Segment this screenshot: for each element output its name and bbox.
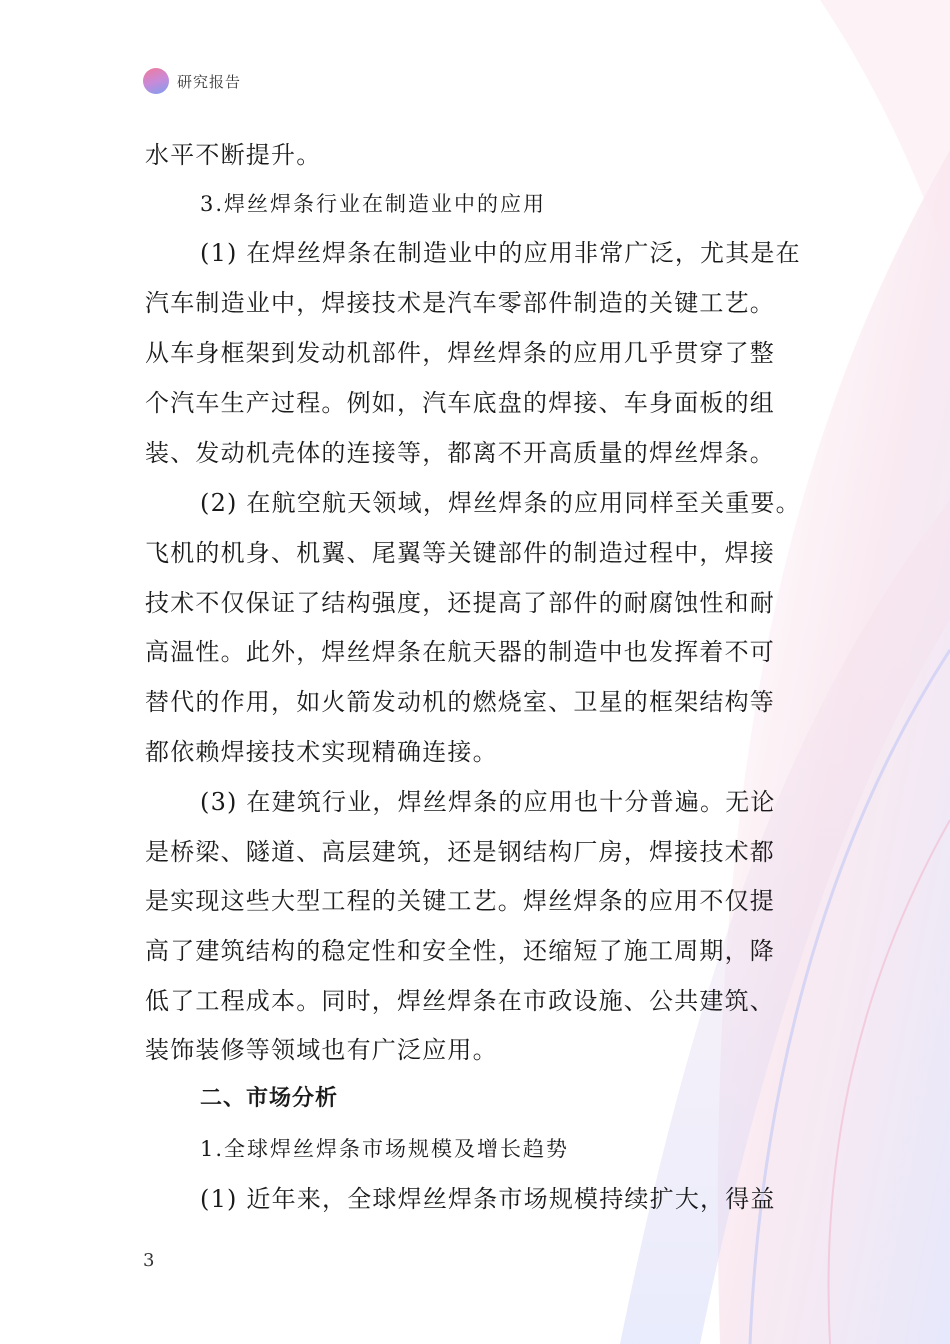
paragraph-line: 个汽车生产过程。例如，汽车底盘的焊接、车身面板的组 [145,389,775,417]
paragraph-line: 汽车制造业中，焊接技术是汽车零部件制造的关键工艺。 [145,289,775,317]
paragraph-line: 高了建筑结构的稳定性和安全性，还缩短了施工周期，降 [145,937,775,965]
logo-icon [143,68,169,94]
report-header [143,66,241,96]
paragraph-line: 装饰装修等领域也有广泛应用。 [145,1036,498,1064]
paragraph-line: 是实现这些大型工程的关键工艺。焊丝焊条的应用不仅提 [145,887,775,915]
paragraph-line: (1) 在焊丝焊条在制造业中的应用非常广泛，尤其是在 [200,239,801,267]
paragraph-line: (1) 近年来，全球焊丝焊条市场规模持续扩大，得益 [200,1185,776,1213]
paragraph-line: 从车身框架到发动机部件，焊丝焊条的应用几乎贯穿了整 [145,339,775,367]
paragraph-line: 替代的作用，如火箭发动机的燃烧室、卫星的框架结构等 [145,688,775,716]
paragraph-line: 飞机的机身、机翼、尾翼等关键部件的制造过程中，焊接 [145,539,775,567]
paragraph-line: (2) 在航空航天领域，焊丝焊条的应用同样至关重要。 [200,489,801,517]
paragraph-line: 低了工程成本。同时，焊丝焊条在市政设施、公共建筑、 [145,987,775,1015]
header-title: 研究报告 [177,72,242,91]
paragraph-line: 是桥梁、隧道、高层建筑，还是钢结构厂房，焊接技术都 [145,838,775,866]
page-number: 3 [143,1250,155,1271]
paragraph-line: (3) 在建筑行业，焊丝焊条的应用也十分普遍。无论 [200,788,776,816]
chapter-heading: 二、市场分析 [200,1086,339,1111]
section-heading: 1.全球焊丝焊条市场规模及增长趋势 [200,1137,570,1161]
paragraph-line: 水平不断提升。 [145,141,322,169]
paragraph-line: 装、发动机壳体的连接等，都离不开高质量的焊丝焊条。 [145,439,775,467]
paragraph-line: 都依赖焊接技术实现精确连接。 [145,738,498,766]
paragraph-line: 技术不仅保证了结构强度，还提高了部件的耐腐蚀性和耐 [145,589,775,617]
section-heading: 3.焊丝焊条行业在制造业中的应用 [200,192,547,216]
paragraph-line: 高温性。此外，焊丝焊条在航天器的制造中也发挥着不可 [145,638,775,666]
